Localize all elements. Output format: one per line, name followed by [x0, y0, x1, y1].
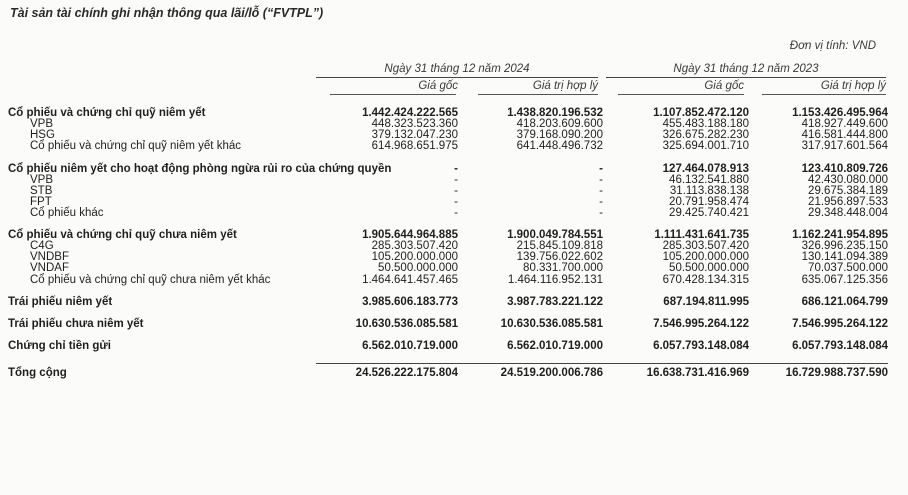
cell-2023-cost: 50.500.000.000	[669, 262, 749, 274]
total-2023-cost: 16.638.731.416.969	[603, 364, 749, 380]
cell-2023-cost: 326.675.282.230	[662, 129, 749, 141]
cell-2024-fair: -	[599, 163, 603, 175]
cell-2024-fair: 1.464.116.952.131	[507, 274, 603, 286]
cell-2024-fair: 139.756.022.602	[516, 251, 603, 263]
cell-2024-fair: 6.562.010.719.000	[507, 340, 603, 352]
row-label: C4G	[30, 240, 54, 252]
col-2023-cost-header: Giá gốc	[704, 80, 744, 92]
total-2024-cost: 24.526.222.175.804	[316, 364, 458, 380]
cell-2024-fair: 10.630.536.085.581	[500, 318, 603, 330]
col-2024-fair-header: Giá trị hợp lý	[532, 80, 598, 92]
cell-2023-fair: 635.067.125.356	[801, 274, 888, 286]
cell-2024-cost: 50.500.000.000	[378, 262, 458, 274]
row-label: Cổ phiếu và chứng chỉ quỹ chưa niêm yết khác	[30, 274, 271, 286]
cell-2023-fair: 317.917.601.564	[801, 140, 888, 152]
row-label: Trái phiếu chưa niêm yết	[8, 318, 144, 330]
cell-2023-cost: 1.111.431.641.735	[654, 229, 749, 241]
col-2023-cost-underline	[618, 94, 744, 95]
row-label: Cổ phiếu khác	[30, 207, 104, 219]
table-row	[8, 175, 888, 186]
cell-2023-cost: 6.057.793.148.084	[653, 340, 749, 352]
cell-2024-cost: 1.442.424.222.565	[362, 107, 458, 119]
cell-2024-cost: 1.905.644.964.885	[362, 229, 458, 241]
cell-2024-cost: -	[454, 207, 458, 219]
table-row	[8, 163, 888, 175]
cell-2024-fair: 3.987.783.221.122	[507, 296, 603, 308]
cell-2023-cost: 670.428.134.315	[662, 274, 749, 286]
row-label: Cổ phiếu niêm yết cho hoạt động phòng ngừa rủi ro của chứng quyền	[8, 163, 392, 175]
cell-2023-fair: 29.348.448.004	[808, 207, 888, 219]
total-row	[8, 364, 888, 380]
cell-2024-cost: -	[454, 185, 458, 197]
row-label: HSG	[30, 129, 55, 141]
cell-2023-cost: 325.694.001.710	[662, 140, 749, 152]
table-row	[8, 263, 888, 274]
total-2024-fair: 24.519.200.006.786	[458, 364, 603, 380]
row-label: VPB	[30, 174, 54, 186]
period-2024-divider	[316, 77, 598, 78]
table-row	[8, 319, 888, 330]
cell-2023-cost: 455.483.188.180	[662, 118, 749, 130]
row-label: STB	[30, 185, 53, 197]
table-row	[8, 208, 888, 219]
cell-2024-fair: 1.900.049.784.551	[507, 229, 603, 241]
row-label: FPT	[30, 196, 52, 208]
cell-2023-fair: 130.141.094.389	[801, 251, 888, 263]
row-label: Cổ phiếu và chứng chỉ quỹ niêm yết khác	[30, 140, 241, 152]
cell-2023-cost: 127.464.078.913	[662, 163, 749, 175]
cell-2023-fair: 29.675.384.189	[808, 185, 888, 197]
row-label: Cổ phiếu và chứng chỉ quỹ niêm yết	[8, 107, 206, 119]
cell-2023-fair: 7.546.995.264.122	[792, 318, 888, 330]
cell-2023-fair: 21.956.897.533	[808, 196, 888, 208]
cell-2024-cost: 379.132.047.230	[371, 129, 458, 141]
cell-2023-fair: 1.162.241.954.895	[792, 229, 888, 241]
cell-2024-fair: -	[599, 207, 603, 219]
cell-2023-fair: 686.121.064.799	[801, 296, 888, 308]
period-2024-label: Ngày 31 tháng 12 năm 2024	[384, 63, 530, 75]
cell-2024-fair: 80.331.700.000	[523, 262, 603, 274]
cell-2023-fair: 326.996.235.150	[801, 240, 888, 252]
cell-2024-cost: 3.985.606.183.773	[362, 296, 458, 308]
cell-2023-cost: 687.194.811.995	[663, 296, 749, 308]
fvtpl-table	[8, 99, 888, 379]
total-2023-fair: 16.729.988.737.590	[749, 364, 888, 380]
cell-2023-cost: 1.107.852.472.120	[653, 107, 749, 119]
cell-2023-cost: 7.546.995.264.122	[653, 318, 749, 330]
cell-2023-fair: 6.057.793.148.084	[792, 340, 888, 352]
cell-2024-fair: -	[599, 174, 603, 186]
col-2023-fair-underline	[762, 94, 886, 95]
cell-2023-fair: 42.430.080.000	[808, 174, 888, 186]
cell-2024-cost: -	[454, 174, 458, 186]
cell-2023-cost: 105.200.000.000	[662, 251, 749, 263]
cell-2023-fair: 1.153.426.495.964	[792, 107, 888, 119]
cell-2023-fair: 416.581.444.800	[801, 129, 888, 141]
cell-2024-fair: -	[599, 185, 603, 197]
cell-2024-cost: 10.630.536.085.581	[355, 318, 458, 330]
cell-2023-fair: 123.410.809.726	[801, 163, 888, 175]
cell-2023-cost: 29.425.740.421	[669, 207, 749, 219]
col-2024-cost-header: Giá gốc	[418, 80, 458, 92]
row-label: VPB	[30, 118, 54, 130]
cell-2024-cost: 1.464.641.457.465	[362, 274, 458, 286]
cell-2023-cost: 31.113.838.138	[669, 185, 749, 197]
row-label: Chứng chỉ tiền gửi	[8, 340, 111, 352]
col-2024-cost-underline	[330, 94, 456, 95]
row-label: VNDAF	[30, 262, 69, 274]
table-row	[8, 341, 888, 352]
period-2023-label: Ngày 31 tháng 12 năm 2023	[673, 63, 819, 75]
cell-2024-cost: 614.968.651.975	[371, 140, 458, 152]
cell-2024-cost: 105.200.000.000	[371, 251, 458, 263]
cell-2024-fair: 1.438.820.196.532	[507, 107, 603, 119]
row-label: VNDBF	[30, 251, 69, 263]
period-2023-divider	[606, 77, 886, 78]
col-2023-fair-header: Giá trị hợp lý	[820, 80, 886, 92]
total-label: Tổng cộng	[8, 367, 67, 379]
cell-2023-fair: 70.037.500.000	[808, 262, 888, 274]
unit-label: Đơn vị tính: VND	[789, 40, 876, 52]
cell-2024-cost: 285.303.507.420	[371, 240, 458, 252]
cell-2024-fair: 215.845.109.818	[516, 240, 603, 252]
row-label: Cổ phiếu và chứng chỉ quỹ chưa niêm yết	[8, 229, 237, 241]
cell-2024-fair: 379.168.090.200	[516, 129, 603, 141]
table-row	[8, 141, 888, 152]
table-row	[8, 297, 888, 308]
table-row	[8, 197, 888, 208]
row-label: Trái phiếu niêm yết	[8, 296, 113, 308]
cell-2024-cost: -	[454, 163, 458, 175]
cell-2023-cost: 46.132.541.880	[669, 174, 749, 186]
cell-2024-fair: -	[599, 196, 603, 208]
cell-2023-cost: 20.791.958.474	[669, 196, 749, 208]
cell-2023-fair: 418.927.449.600	[801, 118, 888, 130]
cell-2024-cost: 6.562.010.719.000	[362, 340, 458, 352]
page-title: Tài sản tài chính ghi nhận thông qua lãi/lỗ (“FVTPL”)	[10, 6, 324, 20]
cell-2024-fair: 418.203.609.600	[516, 118, 603, 130]
cell-2023-cost: 285.303.507.420	[662, 240, 749, 252]
cell-2024-cost: 448.323.523.360	[371, 118, 458, 130]
cell-2024-cost: -	[454, 196, 458, 208]
col-2024-fair-underline	[478, 94, 598, 95]
table-row	[8, 274, 888, 286]
cell-2024-fair: 641.448.496.732	[516, 140, 603, 152]
table-row	[8, 186, 888, 197]
